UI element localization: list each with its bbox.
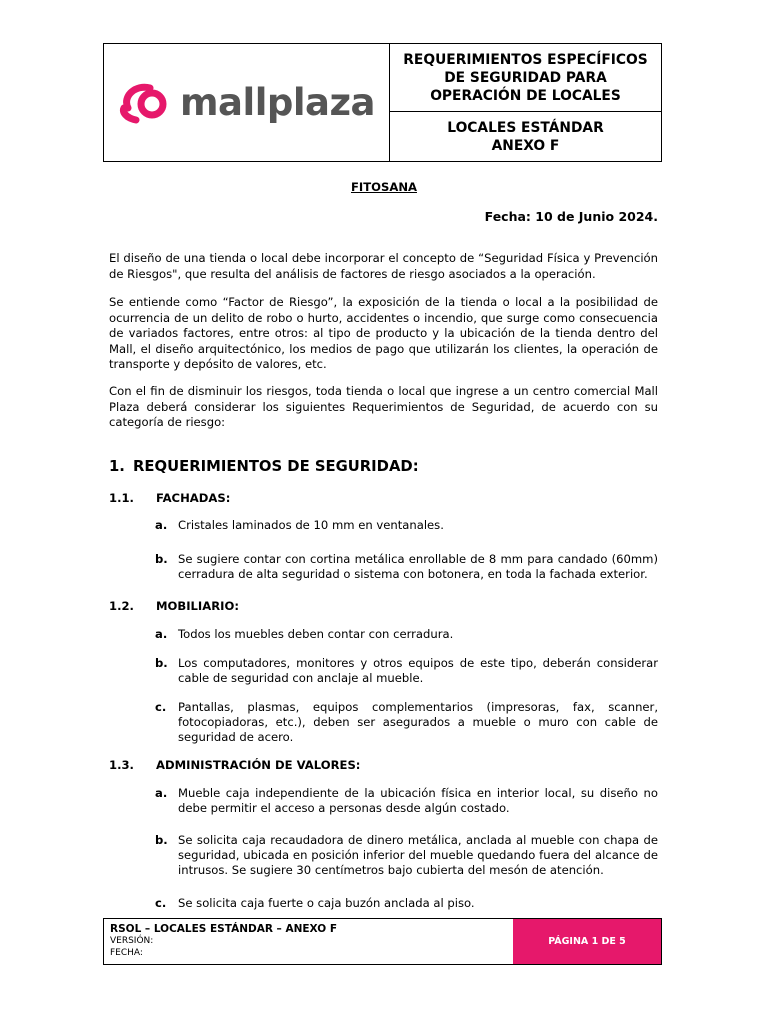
- logo-cell: [104, 44, 390, 161]
- subsection-heading: [109, 491, 230, 505]
- list-item: [155, 518, 658, 533]
- page-number-badge: [513, 919, 661, 964]
- subsection-heading: [109, 758, 360, 772]
- subsection-title: MOBILIARIO:: [156, 599, 239, 613]
- title-line-1: REQUERIMIENTOS ESPECÍFICOS: [403, 51, 648, 68]
- footer-date: FECHA:: [110, 947, 143, 958]
- list-item-text: Se sugiere contar con cortina metálica enrollable de 8 mm para candado (60mm) cerradura de alta seguridad o sistema con botonera, en toda la fachada exterior.: [178, 552, 658, 581]
- list-item-letter: b.: [155, 833, 168, 847]
- page-number: PÁGINA 1 DE 5: [548, 936, 626, 947]
- intro-paragraph-3: Con el fin de disminuir los riesgos, toda tienda o local que ingrese a un centro comercial Mall Plaza deberá considerar los siguientes Requerimientos de Seguridad, de acuerdo con su categoría de riesgo:: [109, 384, 658, 429]
- list-item-text: Mueble caja independiente de la ubicación física en interior local, su diseño no debe permitir el acceso a personas desde algún costado.: [178, 786, 658, 815]
- list-item: [155, 700, 658, 745]
- mallplaza-logo-icon: [118, 82, 174, 124]
- list-item-text: Cristales laminados de 10 mm en ventanales.: [178, 518, 444, 532]
- store-name: FITOSANA: [351, 180, 417, 194]
- section-number: 1.: [109, 458, 125, 475]
- document-title: [390, 44, 661, 112]
- list-item-text: Todos los muebles deben contar con cerradura.: [178, 627, 454, 641]
- list-item-text: Los computadores, monitores y otros equipos de este tipo, deberán considerar cable de seguridad con anclaje al mueble.: [178, 656, 658, 685]
- document-subtitle: [390, 112, 661, 161]
- list-item-letter: a.: [155, 627, 168, 641]
- section-title: REQUERIMIENTOS DE SEGURIDAD:: [133, 458, 419, 475]
- footer-version: VERSIÓN:: [110, 936, 154, 946]
- list-item: [155, 896, 658, 911]
- list-item-letter: b.: [155, 656, 168, 670]
- list-item: [155, 786, 658, 816]
- list-item-letter: c.: [155, 896, 167, 910]
- logo-wordmark: mallplaza: [179, 81, 376, 124]
- subtitle-line-1: LOCALES ESTÁNDAR: [447, 119, 604, 136]
- subsection-title: ADMINISTRACIÓN DE VALORES:: [156, 758, 361, 772]
- list-item-text: Se solicita caja fuerte o caja buzón anclada al piso.: [178, 896, 475, 910]
- list-item: [155, 656, 658, 686]
- title-line-3: OPERACIÓN DE LOCALES: [430, 87, 621, 104]
- subsection-number: 1.3.: [109, 758, 134, 772]
- list-item: [155, 552, 658, 582]
- subsection-heading: [109, 599, 239, 613]
- intro-paragraph-1: El diseño de una tienda o local debe incorporar el concepto de “Seguridad Física y Prevención de Riesgos", que resulta del análisis de factores de riesgo asociados a la operación.: [109, 251, 658, 281]
- subsection-title: FACHADAS:: [156, 491, 231, 505]
- document-header: [103, 43, 662, 162]
- list-item-letter: c.: [155, 700, 167, 714]
- list-item-letter: b.: [155, 552, 168, 566]
- list-item-letter: a.: [155, 518, 168, 532]
- list-item-letter: a.: [155, 786, 168, 800]
- footer-title: RSOL – LOCALES ESTÁNDAR – ANEXO F: [110, 923, 338, 935]
- document-footer: [103, 918, 662, 965]
- footer-info: [104, 919, 513, 964]
- subsection-number: 1.2.: [109, 599, 134, 613]
- intro-paragraph-2: Se entiende como “Factor de Riesgo”, la exposición de la tienda o local a la posibilidad de ocurrencia de un delito de robo o hurto, accidentes o incendio, que surge como consecuencia de variados factores, entre otros: al tipo de producto y la ubicación de la tienda dentro del Mall, el diseño arquitectónico, los medios de pago que utilizarán los clientes, la operación de transporte y depósito de valores, etc.: [109, 295, 658, 371]
- list-item: [155, 833, 658, 878]
- list-item-text: Se solicita caja recaudadora de dinero metálica, anclada al mueble con chapa de seguridad, ubicada en posición inferior del mueble quedando fuera del alcance de intrusos. Se sugiere 30 centímetros bajo cubierta del mesón de atención.: [178, 833, 658, 877]
- subsection-number: 1.1.: [109, 491, 134, 505]
- mallplaza-logo: [118, 81, 375, 124]
- subtitle-line-2: ANEXO F: [491, 137, 560, 154]
- list-item-text: Pantallas, plasmas, equipos complementarios (impresoras, fax, scanner, fotocopiadoras, etc.), deben ser asegurados a mueble o muro con cable de seguridad de acero.: [178, 700, 658, 744]
- document-date: Fecha: 10 de Junio 2024.: [484, 209, 658, 224]
- section-heading: [109, 458, 419, 475]
- list-item: [155, 627, 658, 642]
- title-line-2: DE SEGURIDAD PARA: [444, 69, 607, 86]
